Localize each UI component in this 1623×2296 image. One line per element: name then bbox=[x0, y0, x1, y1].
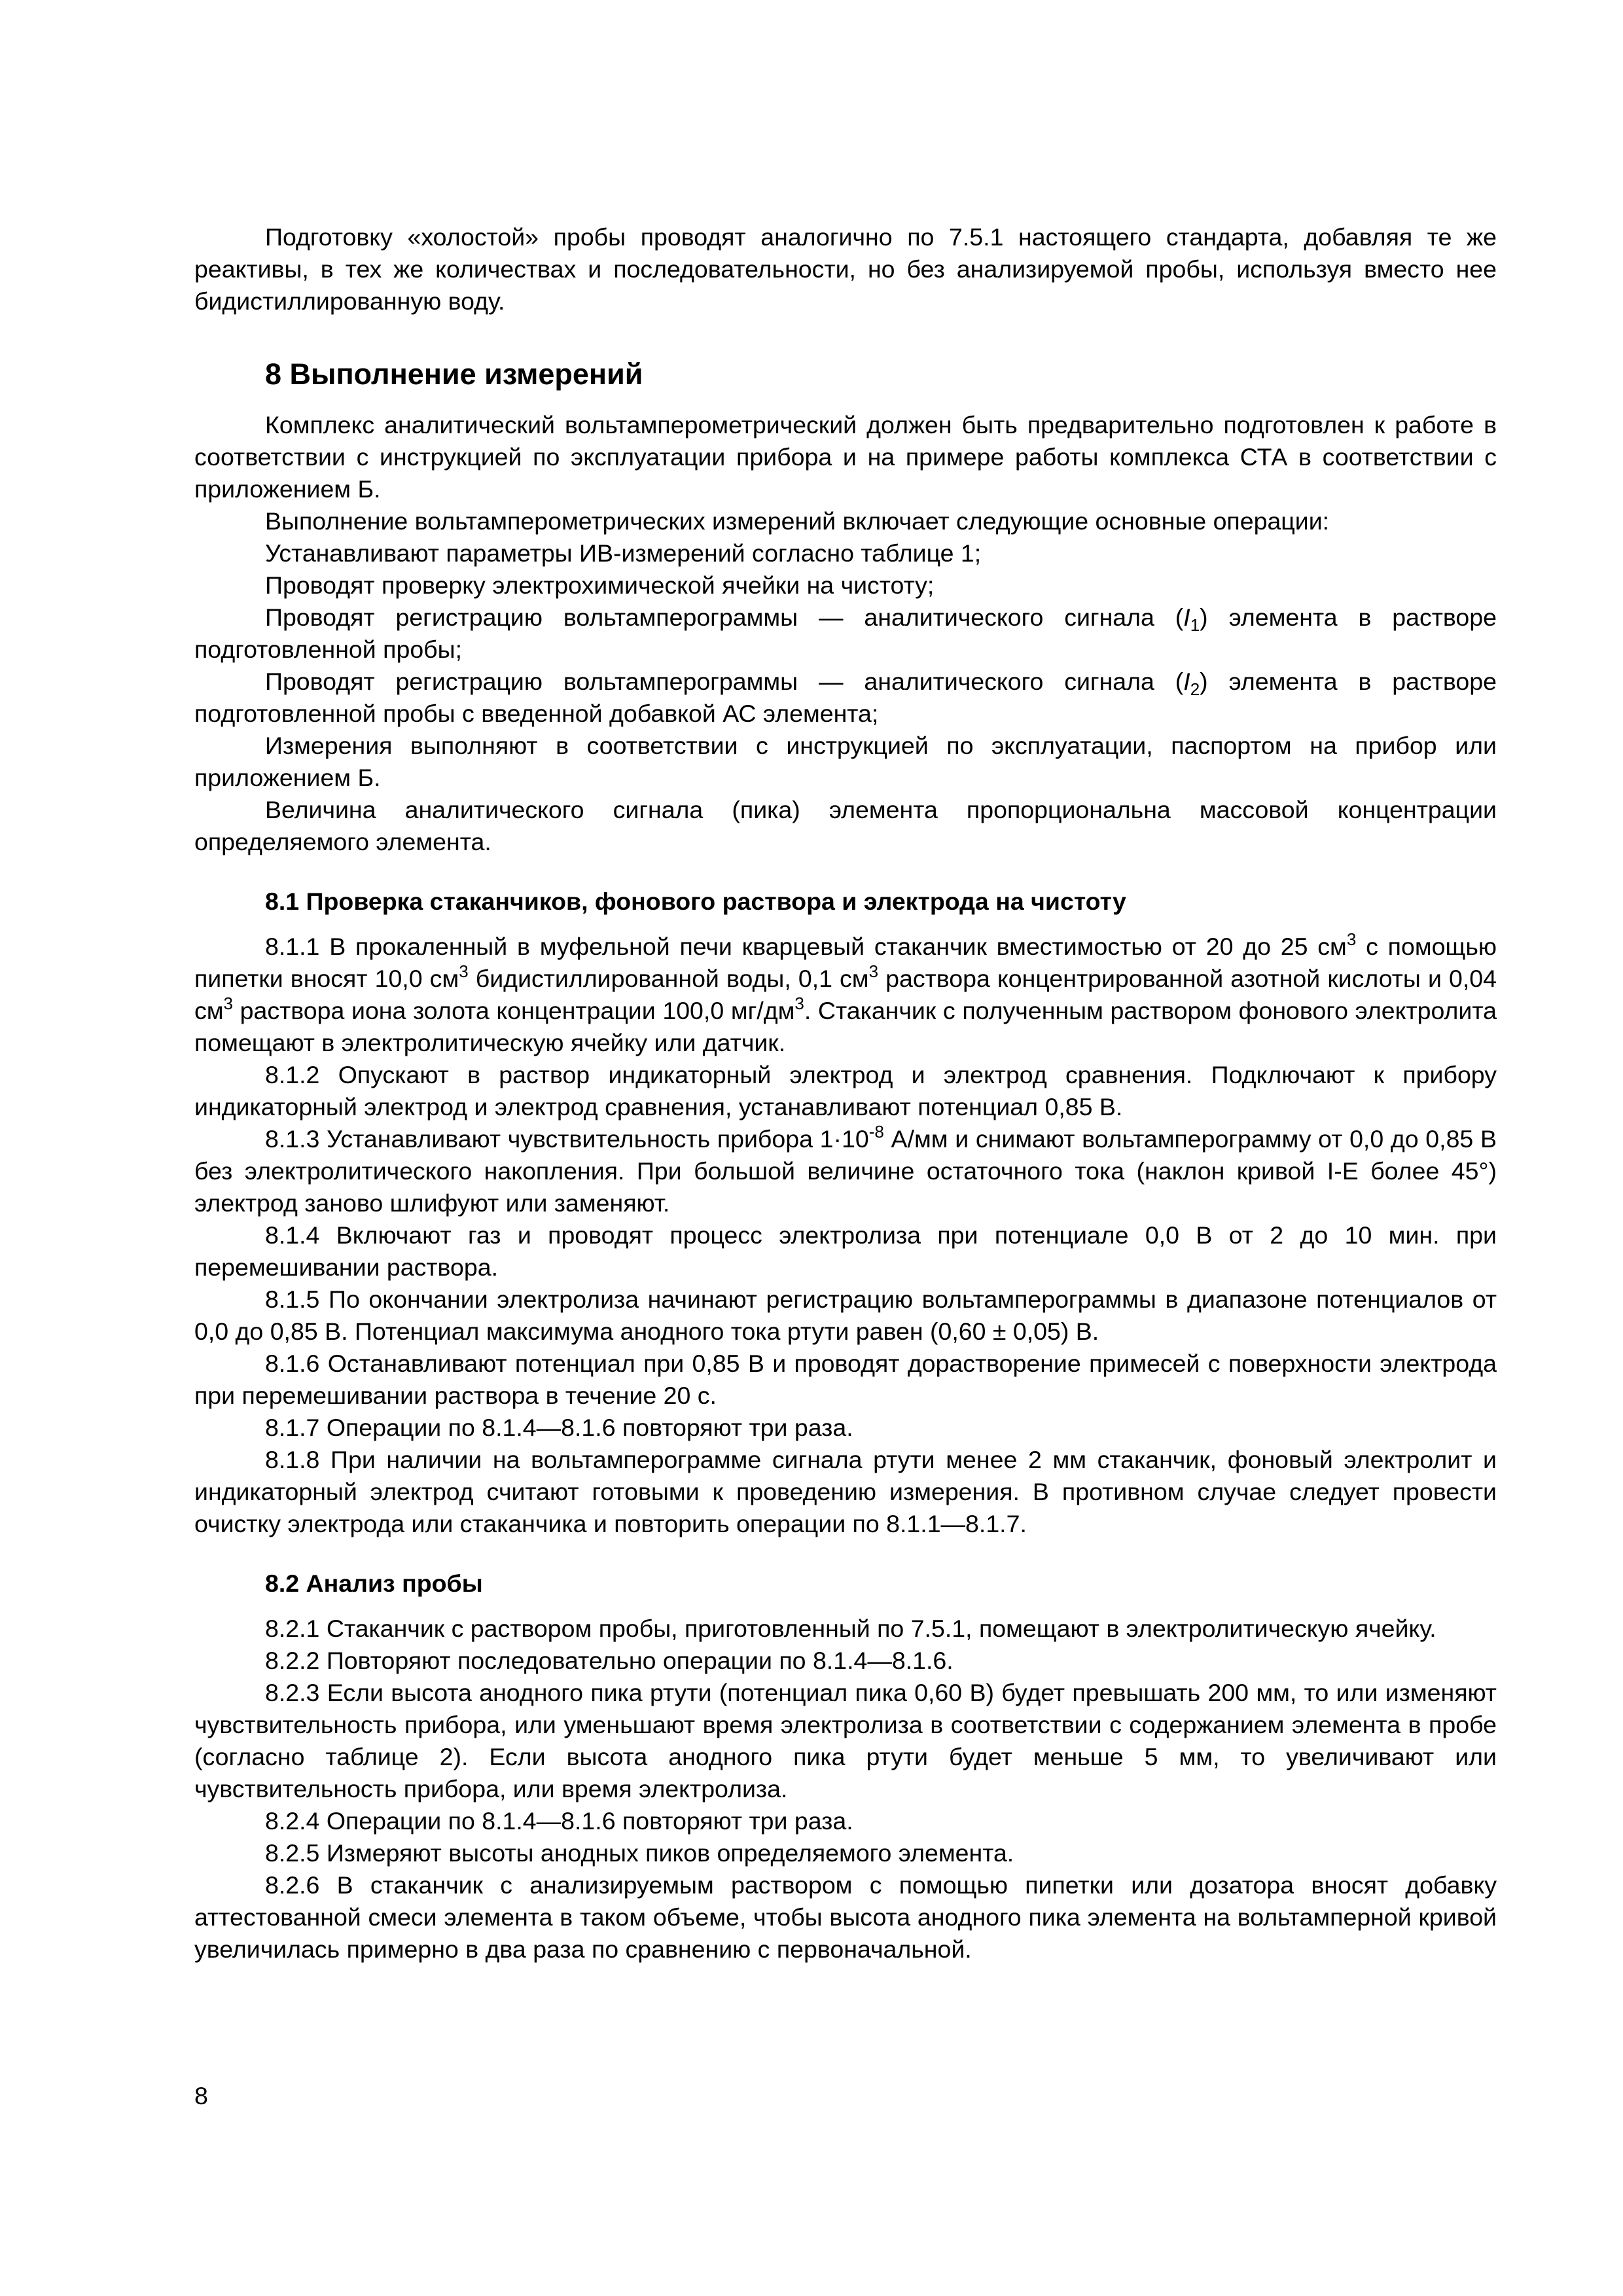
section-8-2-heading: 8.2 Анализ пробы bbox=[265, 1570, 483, 1597]
paragraph-8-1-8: 8.1.8 При наличии на вольтамперограмме сигнала ртути менее 2 мм стаканчик, фоновый электролит и индикаторный электрод считают готовыми к проведению измерения. В противном случае следует провести очистку электрода или стаканчика и повторить операции по 8.1.1—8.1.7. bbox=[194, 1446, 1497, 1537]
paragraph-8-1-7: 8.1.7 Операции по 8.1.4—8.1.6 повторяют три раза. bbox=[265, 1414, 853, 1441]
paragraph-8-2-1: 8.2.1 Стаканчик с раствором пробы, приготовленный по 7.5.1, помещают в электролитическую ячейку. bbox=[265, 1615, 1436, 1642]
page-content bbox=[194, 221, 1497, 1965]
paragraph-op-register-i2: Проводят регистрацию вольтамперограммы — аналитического сигнала $(I_2)$ элемента в растворе подготовленной пробы с введенной добавкой АС элемента; bbox=[194, 668, 1497, 727]
paragraph-8-1-5: 8.1.5 По окончании электролиза начинают регистрацию вольтамперограммы в диапазоне потенциалов от 0,0 до 0,85 В. Потенциал максимума анодного тока ртути равен (0,60 ± 0,05) В. bbox=[194, 1285, 1497, 1345]
variable-i: I bbox=[1183, 668, 1190, 695]
section-8-heading: 8 Выполнение измерений bbox=[265, 357, 643, 391]
paragraph-8-2-2: 8.2.2 Повторяют последовательно операции по 8.1.4—8.1.6. bbox=[265, 1647, 954, 1674]
paragraph-8-2-6: 8.2.6 В стаканчик с анализируемым раствором с помощью пипетки или дозатора вносят добавку аттестованной смеси элемента в таком объеме, чтобы высота анодного пика элемента на вольтамперной кривой увеличилась примерно в два раза по сравнению с первоначальной. bbox=[194, 1871, 1497, 1963]
paragraph-complex-prep: Комплекс аналитический вольтамперометрический должен быть предварительно подготовлен к работе в соответствии с инструкцией по эксплуатации прибора и на примере работы комплекса СТА в соответствии с приложением Б. bbox=[194, 411, 1497, 503]
paragraph-blank-sample: Подготовку «холостой» пробы проводят аналогично по 7.5.1 настоящего стандарта, добавляя те же реактивы, в тех же количествах и последовательности, но без анализируемой пробы, используя вместо нее бидистиллированную воду. bbox=[194, 223, 1497, 315]
section-8-1-heading: 8.1 Проверка стаканчиков, фонового раствора и электрода на чистоту bbox=[265, 888, 1126, 915]
paragraph-8-1-1: 8.1.1 В прокаленный в муфельной печи кварцевый стаканчик вместимостью от 20 до 25 $см^3$ с помощью пипетки вносят 10,0 $см^3$ бидистиллированной воды, 0,1 $см^3$ раствора концентрированной азотной кислоты и 0,04 $см^3$ раствора иона золота концентрации 100,0 $мг/дм^3$. Стаканчик с полученным раствором фонового электролита помещают в электролитическую ячейку или датчик. bbox=[194, 929, 1497, 1056]
paragraph-8-2-5: 8.2.5 Измеряют высоты анодных пиков определяемого элемента. bbox=[265, 1839, 1014, 1867]
paragraph-op-check-cell: Проводят проверку электрохимической ячейки на чистоту; bbox=[265, 571, 935, 599]
paragraph-measurements: Измерения выполняют в соответствии с инструкцией по эксплуатации, паспортом на прибор или приложением Б. bbox=[194, 732, 1497, 791]
variable-i: I bbox=[1183, 603, 1190, 631]
paragraph-8-1-3: 8.1.3 Устанавливают чувствительность прибора $1\cdot 10^{-8}$ А/мм и снимают вольтамперограмму от 0,0 до 0,85 В без электролитического накопления. При большой величине остаточного тока (наклон кривой I-E более 45°) электрод заново шлифуют или заменяют. bbox=[194, 1122, 1497, 1217]
paragraph-8-1-2: 8.1.2 Опускают в раствор индикаторный электрод и электрод сравнения. Подключают к прибору индикаторный электрод и электрод сравнения, устанавливают потенциал 0,85 В. bbox=[194, 1061, 1497, 1121]
paragraph-8-1-6: 8.1.6 Останавливают потенциал при 0,85 В и проводят дорастворение примесей с поверхности электрода при перемешивании раствора в течение 20 с. bbox=[194, 1350, 1497, 1409]
paragraph-8-2-3: 8.2.3 Если высота анодного пика ртути (потенциал пика 0,60 В) будет превышать 200 мм, то или изменяют чувствительность прибора, или уменьшают время электролиза в соответствии с содержанием элемента в пробе (согласно таблице 2). Если высота анодного пика ртути будет меньше 5 мм, то увеличивают или чувствительность прибора, или время электролиза. bbox=[194, 1679, 1497, 1803]
paragraph-8-1-4: 8.1.4 Включают газ и проводят процесс электролиза при потенциале 0,0 В от 2 до 10 мин. при перемешивании раствора. bbox=[194, 1221, 1497, 1281]
paragraph-8-2-4: 8.2.4 Операции по 8.1.4—8.1.6 повторяют три раза. bbox=[265, 1807, 853, 1835]
paragraph-signal-proportional: Величина аналитического сигнала (пика) элемента пропорциональна массовой концентрации определяемого элемента. bbox=[194, 796, 1497, 855]
paragraph-op-register-i1: Проводят регистрацию вольтамперограммы — аналитического сигнала $(I_1)$ элемента в растворе подготовленной пробы; bbox=[194, 603, 1497, 663]
paragraph-op-set-params: Устанавливают параметры ИВ-измерений согласно таблице 1; bbox=[265, 539, 982, 567]
page-number: 8 bbox=[194, 2082, 208, 2109]
paragraph-operations-intro: Выполнение вольтамперометрических измерений включает следующие основные операции: bbox=[265, 507, 1330, 535]
